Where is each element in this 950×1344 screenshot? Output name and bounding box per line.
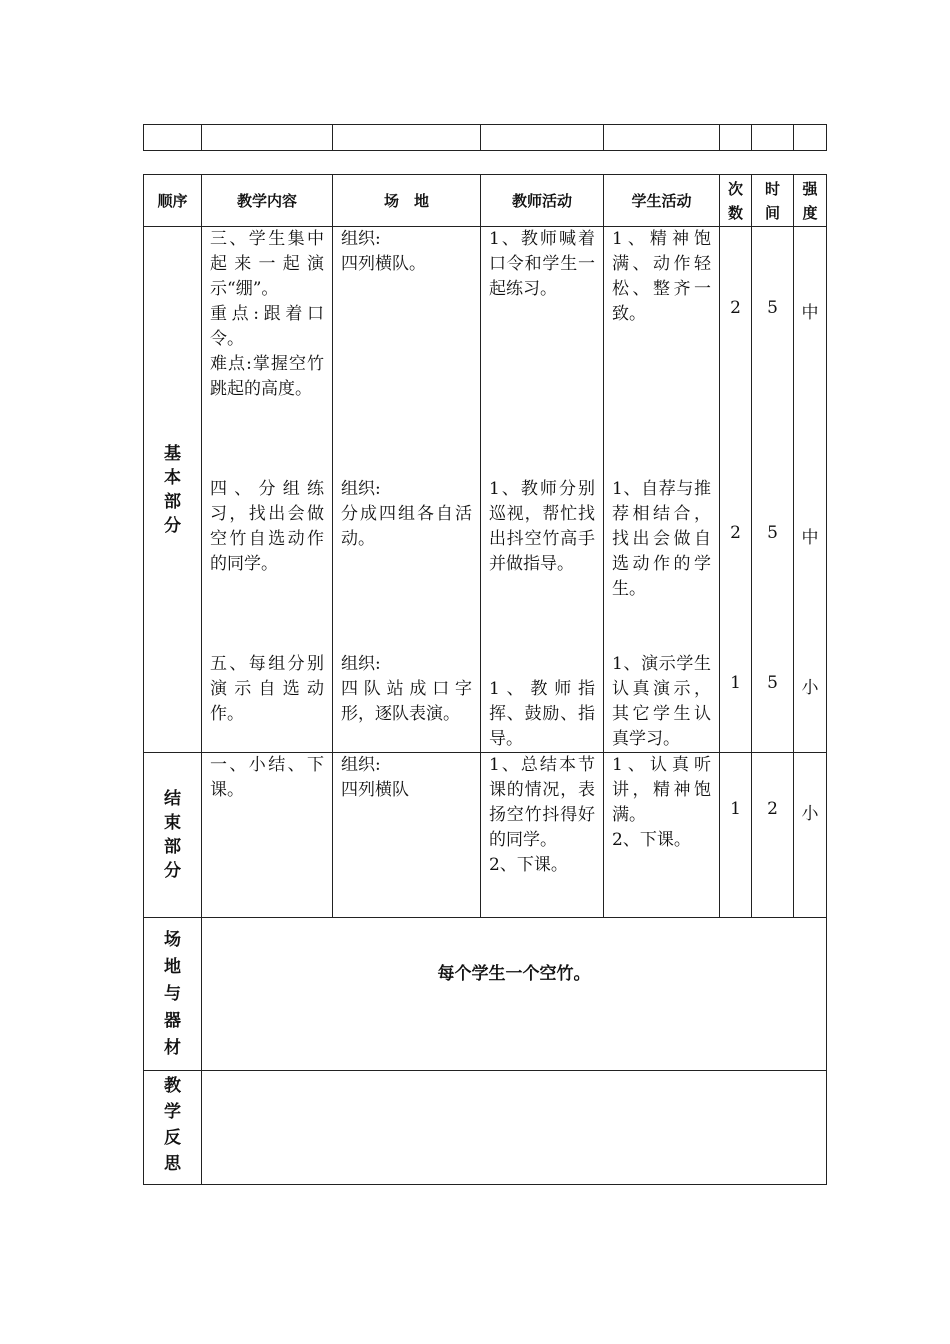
basic-venue-1: [341, 227, 472, 477]
basic-content-2: [210, 477, 324, 652]
venue-line: 组织:: [341, 479, 381, 499]
times-value: 1: [730, 673, 741, 693]
basic-teacher-cell: [481, 227, 604, 753]
end-intensity-cell: [794, 753, 827, 918]
end-time-cell: [752, 753, 794, 918]
top-blank-table: [143, 124, 827, 151]
basic-part-row: [144, 227, 827, 753]
venue-line: 组织:: [341, 654, 381, 674]
teacher-line: 1、教师喊着口令和学生一起练习。: [489, 229, 595, 299]
end-student-cell: [604, 753, 720, 918]
time-value: 5: [767, 298, 778, 318]
basic-teacher-1: [489, 227, 595, 477]
end-times-cell: [720, 753, 752, 918]
header-time: 时 间: [752, 175, 794, 227]
blank-cell: [481, 125, 604, 151]
content-line: 重点:跟着口令。: [210, 304, 324, 349]
blank-cell: [144, 125, 202, 151]
intensity-value: 小: [801, 804, 819, 824]
blank-cell: [720, 125, 752, 151]
times-value: 2: [730, 298, 741, 318]
blank-row: [144, 125, 827, 151]
header-row: [144, 175, 827, 227]
times-value: 1: [730, 799, 741, 819]
teacher-line: 1、总结本节课的情况，表扬空竹抖得好的同学。: [489, 755, 595, 850]
venue-line: 组织:: [341, 229, 381, 249]
basic-teacher-3: [489, 677, 595, 752]
time-value: 5: [767, 523, 778, 543]
basic-times-cell: [720, 227, 752, 753]
basic-venue-3: [341, 652, 472, 727]
reflection-text: [202, 1071, 827, 1185]
basic-part-label: 基 本 部 分: [144, 227, 202, 753]
teacher-line: 1、教师指挥、鼓励、指导。: [489, 679, 595, 749]
times-value: 2: [730, 523, 741, 543]
basic-intensity-cell: [794, 227, 827, 753]
student-line: 1、精神饱满、动作轻松、整齐一致。: [612, 229, 711, 324]
student-line: 1、自荐与推荐相结合，找出会做自选动作的学生。: [612, 479, 711, 599]
intensity-value: 中: [801, 528, 819, 548]
header-teacher: 教师活动: [481, 175, 604, 227]
basic-teacher-2: [489, 477, 595, 677]
lesson-plan-table: [143, 174, 827, 1185]
student-line: 1、认真听讲，精神饱满。: [612, 755, 711, 825]
venue-line: 四列横队: [341, 780, 409, 800]
basic-student-3: [612, 652, 711, 752]
blank-cell: [333, 125, 481, 151]
content-line: 四、分组练习，找出会做空竹自选动作的同学。: [210, 479, 324, 574]
basic-content-cell: [202, 227, 333, 753]
end-teacher-cell: [481, 753, 604, 918]
basic-venue-cell: [333, 227, 481, 753]
end-part-label: 结 束 部 分: [144, 753, 202, 918]
blank-cell: [794, 125, 827, 151]
basic-content-3: [210, 652, 324, 727]
basic-time-cell: [752, 227, 794, 753]
basic-student-cell: [604, 227, 720, 753]
header-order: 顺序: [144, 175, 202, 227]
student-line: 1、演示学生认真演示，其它学生认真学习。: [612, 654, 711, 749]
equipment-row: [144, 918, 827, 1071]
header-intensity: 强 度: [794, 175, 827, 227]
reflection-row: [144, 1071, 827, 1185]
header-times: 次 数: [720, 175, 752, 227]
basic-student-1: [612, 227, 711, 477]
time-value: 5: [767, 673, 778, 693]
intensity-value: 中: [801, 303, 819, 323]
teacher-line: 2、下课。: [489, 855, 568, 875]
content-line: 难点:掌握空竹跳起的高度。: [210, 354, 324, 399]
blank-cell: [752, 125, 794, 151]
end-content-cell: [202, 753, 333, 918]
header-student: 学生活动: [604, 175, 720, 227]
basic-student-2: [612, 477, 711, 652]
venue-line: 分成四组各自活动。: [341, 504, 472, 549]
equipment-label: 场 地 与 器 材: [144, 918, 202, 1071]
intensity-value: 小: [801, 678, 819, 698]
teacher-line: 1、教师分别巡视，帮忙找出抖空竹高手并做指导。: [489, 479, 595, 574]
venue-line: 组织:: [341, 755, 381, 775]
equipment-text: 每个学生一个空竹。: [202, 918, 827, 1071]
time-value: 2: [767, 799, 778, 819]
end-part-row: [144, 753, 827, 918]
header-venue: 场 地: [333, 175, 481, 227]
end-venue-cell: [333, 753, 481, 918]
venue-line: 四列横队。: [341, 254, 426, 274]
content-line: 一、小结、下课。: [210, 755, 324, 800]
content-line: 三、学生集中起来一起演示“绷”。: [210, 229, 324, 299]
basic-venue-2: [341, 477, 472, 652]
venue-line: 四队站成口字形，逐队表演。: [341, 679, 472, 724]
content-line: 五、每组分别演示自选动作。: [210, 654, 324, 724]
blank-cell: [604, 125, 720, 151]
student-line: 2、下课。: [612, 830, 691, 850]
basic-content-1: [210, 227, 324, 477]
blank-cell: [202, 125, 333, 151]
header-content: 教学内容: [202, 175, 333, 227]
reflection-label: 教 学 反 思: [144, 1071, 202, 1185]
